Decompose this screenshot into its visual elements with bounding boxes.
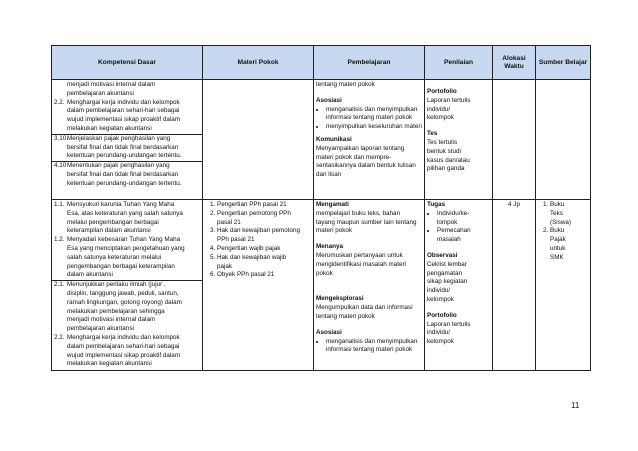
pb-cell: tentang materi pokok Asosiasi • menganalisis dan menyimpulkan informasi tentang materi pokok • menyimpulkan keseluruhan materi Komunikasi Menyampaikan laporan tentang materi pokok dan mempre- sentasikannya dalam bentuk tulisan dan lisan — [314, 80, 425, 200]
sb-cell — [536, 80, 591, 200]
table-header-row — [52, 46, 591, 80]
sumber-belajar-list — [538, 201, 588, 263]
list-item: 3. Hak dan kewajiban pemotong PPh pasal 21 — [217, 227, 311, 245]
pb-cell: Mengamati mempelajari buku teks, bahan tayang maupun sumber lain tentang materi pokok Menanya Merumuskan pertanyaan untuk mengidentifikasi masalah materi pokok Mengeksplorasi Mengumpulkan data dan informasi tentang materi pokok Asosiasi • menganalisis dan menyimpulkan informasi tentang materi pokok — [314, 200, 425, 371]
kd-cell: 1.1. Mensyukuri karunia Tuhan Yang Maha Esa, atas keteraturan yang salah satunya melalui pengembangan berbagai keterampilan dalam akuntansi 1.2. Menyadari kebesaran Tuhan Yang Maha Esa yang menciptakan pengetahuan yang salah satunya keteraturan melalui pengembangan berbagai keterampilan dalam akuntansi 2.1. Menunjukkan perilaku ilmiah (jujur , disiplin, tanggung jawab, peduli, santun, ramah lingkungan, gotong royong) dalam melakukan pembelajaran sehingga menjadi motivasi internal dalam pembelajaran akuntansi 2.2. Menghargai kerja individu dan kelompok dalam pembelajaran sehari-hari sebagai wujud implementasi sikap proaktif dalam melakukan kegiatan akuntansi — [52, 200, 203, 371]
header-penilaian: Penilaian — [425, 46, 493, 80]
mp-cell — [203, 200, 314, 371]
pn-cell: Portofolio Laporan tertulis individu/ kelompok Tes Tes tertulis bentuk studi kasus dan/atau pilihan ganda — [425, 80, 493, 200]
list-item: 1. Buku Teks (Siswa) — [550, 201, 588, 227]
lesson-plan-table — [51, 45, 591, 371]
list-item: 4. Pengertian wajib pajak — [217, 245, 311, 254]
alokasi-waktu-value: 4 Jp — [508, 201, 520, 208]
list-item: 2. Pengertian pemotong PPh pasal 21 — [217, 210, 311, 228]
kd-cell: menjadi motivasi internal dalam pembelajaran akuntansi 2.2. Menghargai kerja individu dan kelompok dalam pembelajaran sehari-hari sebagai wujud implementasi sikap proaktif dalam melakukan kegiatan akuntansi 3.10. Menjelaskan pajak penghasilan yang bersifat final dan tidak final berdasarkan ketentuan perundang-undangan tertentu. 4.10 Menentukan pajak penghasilan yang bersifat final dan tidak final berdasarkan ketentuan perundang-undangan tertentu. — [52, 80, 203, 200]
header-alokasi-waktu: Alokasi Waktu — [493, 46, 536, 80]
materi-pokok-list — [205, 201, 311, 280]
header-sumber-belajar: Sumber Belajar — [536, 46, 591, 80]
list-item: 5. Hak dan kewajiban wajib pajak — [217, 254, 311, 272]
list-item: 2. Buku Pajak untuk SMK — [550, 227, 588, 262]
pn-cell: Tugas • Individu/ke- lompok • Pemecahan masalah Observasi Ceklist lembar pengamatan sikap kegiatan individu/ kelompok Portofolio Laporan tertulis individu/ kelompok — [425, 200, 493, 371]
header-pembelajaran: Pembelajaran — [314, 46, 425, 80]
sb-cell — [536, 200, 591, 371]
header-materi-pokok: Materi Pokok — [203, 46, 314, 80]
table-row — [52, 80, 591, 200]
page-number: 11 — [571, 401, 580, 410]
aw-cell — [493, 80, 536, 200]
aw-cell — [493, 200, 536, 371]
table-row — [52, 200, 591, 371]
header-kompetensi-dasar: Kompetensi Dasar — [52, 46, 203, 80]
mp-cell — [203, 80, 314, 200]
list-item: 1. Pengertian PPh pasal 21 — [217, 201, 311, 210]
list-item: 6. Obyek PPh pasal 21 — [217, 271, 311, 280]
